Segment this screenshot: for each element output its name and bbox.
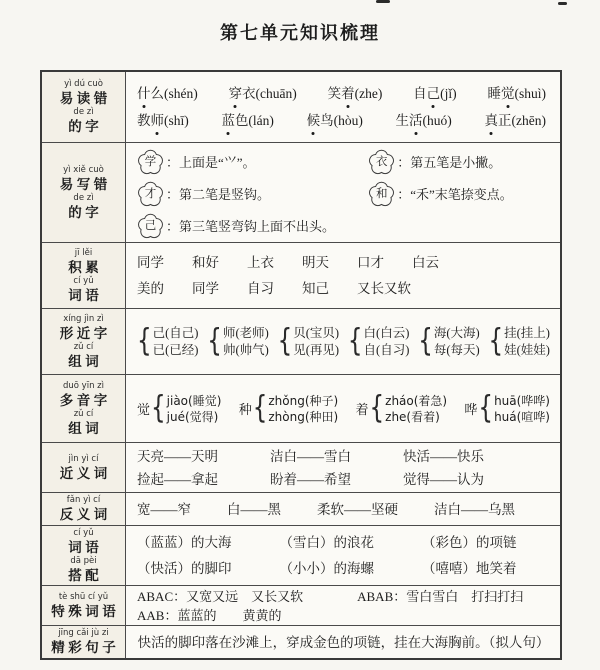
group-bottom-word: 每(每天): [433, 342, 480, 357]
flower-icon: [368, 149, 395, 176]
flower-char: 和: [376, 188, 388, 200]
content-word-accumulation: [126, 243, 560, 308]
knowledge-table: [40, 70, 562, 660]
word-rest: (huó): [422, 113, 452, 128]
word-pre: 笑: [327, 86, 342, 101]
header-hanzi: 近义词: [59, 465, 111, 481]
word-line: [137, 107, 550, 134]
word-emphasized-char: 活: [409, 107, 423, 134]
polyphonic-lead-char: 哗: [464, 402, 478, 417]
content-similar-characters: [126, 309, 560, 374]
word-emphasized-char: 穿: [229, 80, 243, 107]
content-polyphonic-characters: [126, 375, 560, 442]
header-pinyin: jī lěi: [74, 247, 93, 258]
group-bottom-reading: zhe(看着): [385, 409, 440, 424]
word-line: [137, 556, 550, 582]
stroke-tip-text: ：上面是“⺍”。: [166, 155, 256, 170]
highlight-sentence-text: 快活的脚印落在沙滩上，穿成金色的项链，挂在大海胸前。（拟人句）: [137, 634, 550, 650]
brace-icon: [207, 326, 222, 357]
header-hanzi: 词语: [68, 287, 103, 303]
word-item: 同学: [137, 254, 164, 270]
brace-icon: [348, 326, 363, 357]
group-bottom-word: 见(再见): [293, 342, 340, 357]
synonym-pair: 盼着——希望: [270, 471, 351, 487]
word-rest: (jǐ): [440, 86, 457, 101]
word-rest: 么(shén): [150, 86, 198, 101]
table-row-miswritten-chars: [42, 142, 560, 242]
polyphonic-group: [239, 393, 339, 425]
group-top-reading: huā(哗哗): [494, 393, 550, 408]
word-emphasized-char: 什: [137, 80, 151, 107]
antonym-pair: 白——黑: [227, 501, 281, 517]
brace-icon: [151, 393, 166, 424]
word-line: [137, 276, 550, 302]
brace-icon: [418, 326, 433, 357]
content-synonyms: [126, 443, 560, 492]
word-rest: (shuì): [514, 86, 546, 101]
word-emphasized-char: 着: [341, 80, 355, 107]
word-emphasized-char: 蓝: [221, 107, 235, 134]
row-header-synonyms: [42, 443, 126, 492]
polyphonic-groups: [137, 393, 550, 425]
group-top-word: 师(老师): [222, 326, 269, 340]
photo-artifact: [376, 0, 390, 3]
content-miswritten-chars: [126, 143, 560, 242]
header-pinyin: tè shū cí yǔ: [58, 591, 109, 602]
word-item: 上衣: [247, 254, 274, 270]
header-hanzi: 组词: [68, 353, 103, 369]
collocation-item: （嘻嘻）地笑着: [422, 560, 517, 576]
synonym-pair: 觉得——认为: [403, 471, 484, 487]
flower-icon: [137, 213, 164, 240]
character-group: [418, 325, 479, 358]
group-bottom-word: 娃(娃娃): [504, 342, 550, 357]
group-bottom-reading: zhòng(种田): [268, 409, 339, 424]
word-item: [413, 80, 457, 107]
word-pre: 睡: [487, 86, 501, 101]
word-item: [229, 80, 297, 107]
header-pinyin: yì dú cuò: [64, 79, 103, 89]
stroke-tip-item: [137, 181, 368, 208]
header-hanzi: 词语: [68, 539, 103, 555]
collocation-item: （雪白）的浪花: [279, 534, 374, 550]
word-line: [137, 496, 550, 523]
word-item: 美的: [137, 280, 164, 296]
flower-icon: [137, 149, 164, 176]
character-group: [488, 325, 549, 358]
group-top-word: 海(大海): [433, 326, 480, 340]
header-pinyin: cí yǔ: [73, 275, 94, 286]
word-item: 明天: [302, 254, 329, 270]
content-misread-chars: [126, 72, 560, 142]
word-item: 知己: [302, 280, 329, 296]
row-header-special-words: [42, 586, 126, 625]
word-emphasized-char: 师: [151, 107, 165, 134]
word-line: [137, 250, 550, 276]
row-header-highlight-sentence: [42, 626, 126, 658]
group-top-reading: jiào(睡觉): [166, 393, 222, 408]
flower-char: 己: [144, 220, 157, 232]
row-header-collocations: [42, 526, 126, 585]
group-bottom-reading: huá(喧哗): [494, 409, 550, 424]
stroke-tip-item: [368, 181, 550, 208]
pattern-word-group: AAB：蓝蓝的 黄黄的: [137, 607, 282, 623]
polyphonic-group: [464, 393, 550, 425]
flower-char: 衣: [376, 156, 388, 168]
stroke-tip-text: ：“禾”末笔捺变点。: [397, 187, 513, 202]
flower-char: 学: [144, 156, 157, 168]
word-rest: (zhe): [354, 86, 383, 101]
word-line: [137, 530, 550, 556]
synonym-pair: 天亮——天明: [137, 448, 218, 464]
word-item: 自习: [247, 280, 274, 296]
stroke-tip-item: [368, 149, 550, 176]
synonym-pair: 快活——快乐: [403, 448, 484, 464]
header-pinyin: duō yīn zì: [63, 380, 104, 391]
group-top-word: 贝(宝贝): [293, 326, 340, 340]
group-top-reading: zháo(着急): [385, 393, 448, 408]
header-hanzi: 形近字: [59, 325, 111, 341]
stroke-tip-text: ：第二笔是竖钩。: [166, 187, 271, 202]
sentence-line: [137, 629, 550, 656]
table-row-word-accumulation: [42, 242, 560, 308]
brace-icon: [278, 326, 293, 357]
word-pre: 生: [395, 113, 410, 128]
photo-artifact: [558, 2, 567, 5]
stroke-tip-column: [137, 149, 368, 239]
content-highlight-sentence: [126, 626, 560, 658]
word-pre: 自: [413, 86, 427, 101]
table-row-polyphonic-characters: [42, 374, 560, 442]
antonym-pair: 柔软——坚硬: [317, 501, 398, 517]
flower-char: 才: [144, 188, 157, 200]
flower-icon: [368, 181, 395, 208]
word-line: [137, 80, 550, 107]
row-header-misread-chars: [42, 72, 126, 142]
row-header-similar-characters: [42, 309, 126, 374]
synonym-pair: 捡起——拿起: [137, 471, 218, 487]
word-pre: 教: [137, 113, 151, 128]
character-groups: [137, 325, 550, 358]
word-rest: (shī): [164, 113, 189, 128]
word-line: [137, 468, 550, 491]
collocation-item: （蓝蓝）的大海: [137, 534, 232, 550]
table-row-antonyms: [42, 492, 560, 525]
word-emphasized-char: 己: [427, 80, 441, 107]
word-rest: 正(zhēn): [497, 113, 546, 128]
stroke-tip-item: [137, 149, 368, 176]
group-top-word: 挂(挂上): [504, 326, 550, 340]
group-top-word: 白(白云): [363, 326, 410, 340]
word-item: 白云: [412, 254, 439, 270]
word-item: 又长又软: [357, 280, 411, 296]
word-rest: 色(lán): [234, 113, 274, 128]
word-item: [487, 80, 546, 107]
stroke-tip-text: ：第五笔是小撇。: [397, 155, 502, 170]
header-pinyin: jìn yì cí: [68, 453, 99, 464]
row-header-antonyms: [42, 493, 126, 525]
word-rest: 鸟(hòu): [320, 113, 363, 128]
word-item: [328, 80, 383, 107]
word-rest: 衣(chuān): [242, 86, 297, 101]
brace-icon: [253, 393, 268, 424]
stroke-tip-item: [137, 213, 368, 240]
group-bottom-word: 已(已经): [152, 342, 199, 357]
word-item: [137, 80, 198, 107]
table-row-collocations: [42, 525, 560, 585]
row-header-miswritten-chars: [42, 143, 126, 242]
stroke-tip-text: ：第三笔竖弯钩上面不出头。: [166, 219, 336, 234]
header-pinyin: fǎn yì cí: [66, 495, 101, 505]
content-antonyms: [126, 493, 560, 525]
polyphonic-lead-char: 着: [355, 402, 369, 417]
word-emphasized-char: 觉: [501, 80, 515, 107]
page-title: 第七单元知识梳理: [220, 23, 380, 43]
header-hanzi: 特殊词语: [51, 603, 120, 619]
header-hanzi: 组词: [68, 420, 103, 436]
word-line: [137, 587, 550, 606]
antonym-pair: 宽——窄: [137, 501, 191, 517]
header-hanzi: 的字: [68, 204, 103, 220]
flower-icon: [137, 181, 164, 208]
character-group: [137, 325, 198, 358]
word-item: [137, 107, 189, 134]
header-pinyin: yì xiě cuò: [63, 164, 104, 175]
group-bottom-word: 自(自习): [363, 342, 410, 357]
header-hanzi: 积累: [68, 259, 103, 275]
table-row-similar-characters: [42, 308, 560, 374]
word-item: 口才: [357, 254, 384, 270]
word-item: 同学: [192, 280, 219, 296]
row-header-word-accumulation: [42, 243, 126, 308]
character-group: [207, 325, 268, 358]
content-special-words: [126, 586, 560, 625]
header-hanzi: 易写错: [59, 176, 111, 192]
character-group: [278, 325, 339, 358]
word-emphasized-char: 候: [307, 107, 321, 134]
brace-icon: [370, 393, 385, 424]
polyphonic-lead-char: 种: [238, 402, 252, 417]
header-hanzi: 搭配: [68, 567, 103, 583]
collocation-item: （快活）的脚印: [137, 560, 232, 576]
pattern-word-group: ABAC：又宽又远 又长又软: [137, 588, 304, 604]
word-item: [221, 107, 273, 134]
character-group: [348, 325, 409, 358]
header-pinyin: zǔ cí: [73, 341, 94, 352]
brace-icon: [488, 326, 503, 357]
header-hanzi: 精彩句子: [51, 640, 120, 655]
antonym-pair: 洁白——乌黑: [434, 501, 515, 517]
header-pinyin: xíng jìn zì: [63, 313, 104, 324]
word-item: [396, 107, 452, 134]
collocation-item: （小小）的海螺: [279, 560, 374, 576]
pattern-word-group: ABAB：雪白雪白 打扫打扫: [357, 588, 524, 604]
header-pinyin: jīng cǎi jù zi: [58, 628, 109, 638]
word-line: [137, 606, 550, 625]
header-hanzi: 易读错: [59, 91, 111, 106]
header-pinyin: cí yǔ: [73, 527, 94, 538]
row-header-polyphonic-characters: [42, 375, 126, 442]
group-bottom-reading: jué(觉得): [166, 409, 219, 424]
table-row-misread-chars: [42, 72, 560, 142]
polyphonic-group: [137, 393, 221, 425]
brace-icon: [137, 326, 152, 357]
polyphonic-group: [355, 393, 447, 425]
header-pinyin: de zì: [73, 107, 94, 117]
collocation-item: （彩色）的项链: [422, 534, 517, 550]
header-pinyin: de zì: [73, 192, 94, 203]
header-pinyin: dā pèi: [70, 555, 97, 566]
word-line: [137, 445, 550, 468]
table-row-special-words: [42, 585, 560, 625]
stroke-tip-column: [368, 149, 550, 239]
group-bottom-word: 帅(帅气): [222, 342, 269, 357]
header-hanzi: 反义词: [59, 507, 111, 522]
word-emphasized-char: 真: [484, 107, 498, 134]
header-hanzi: 的字: [68, 119, 103, 134]
word-item: 和好: [192, 254, 219, 270]
word-item: [484, 107, 545, 134]
synonym-pair: 洁白——雪白: [270, 448, 351, 464]
brace-icon: [478, 393, 493, 424]
table-row-synonyms: [42, 442, 560, 492]
header-hanzi: 多音字: [59, 392, 111, 408]
group-top-word: 己(自己): [152, 326, 199, 340]
polyphonic-lead-char: 觉: [137, 402, 151, 417]
word-item: [307, 107, 363, 134]
header-pinyin: zǔ cí: [73, 408, 94, 419]
table-row-highlight-sentence: [42, 625, 560, 658]
group-top-reading: zhǒng(种子): [268, 393, 339, 408]
content-collocations: [126, 526, 560, 585]
